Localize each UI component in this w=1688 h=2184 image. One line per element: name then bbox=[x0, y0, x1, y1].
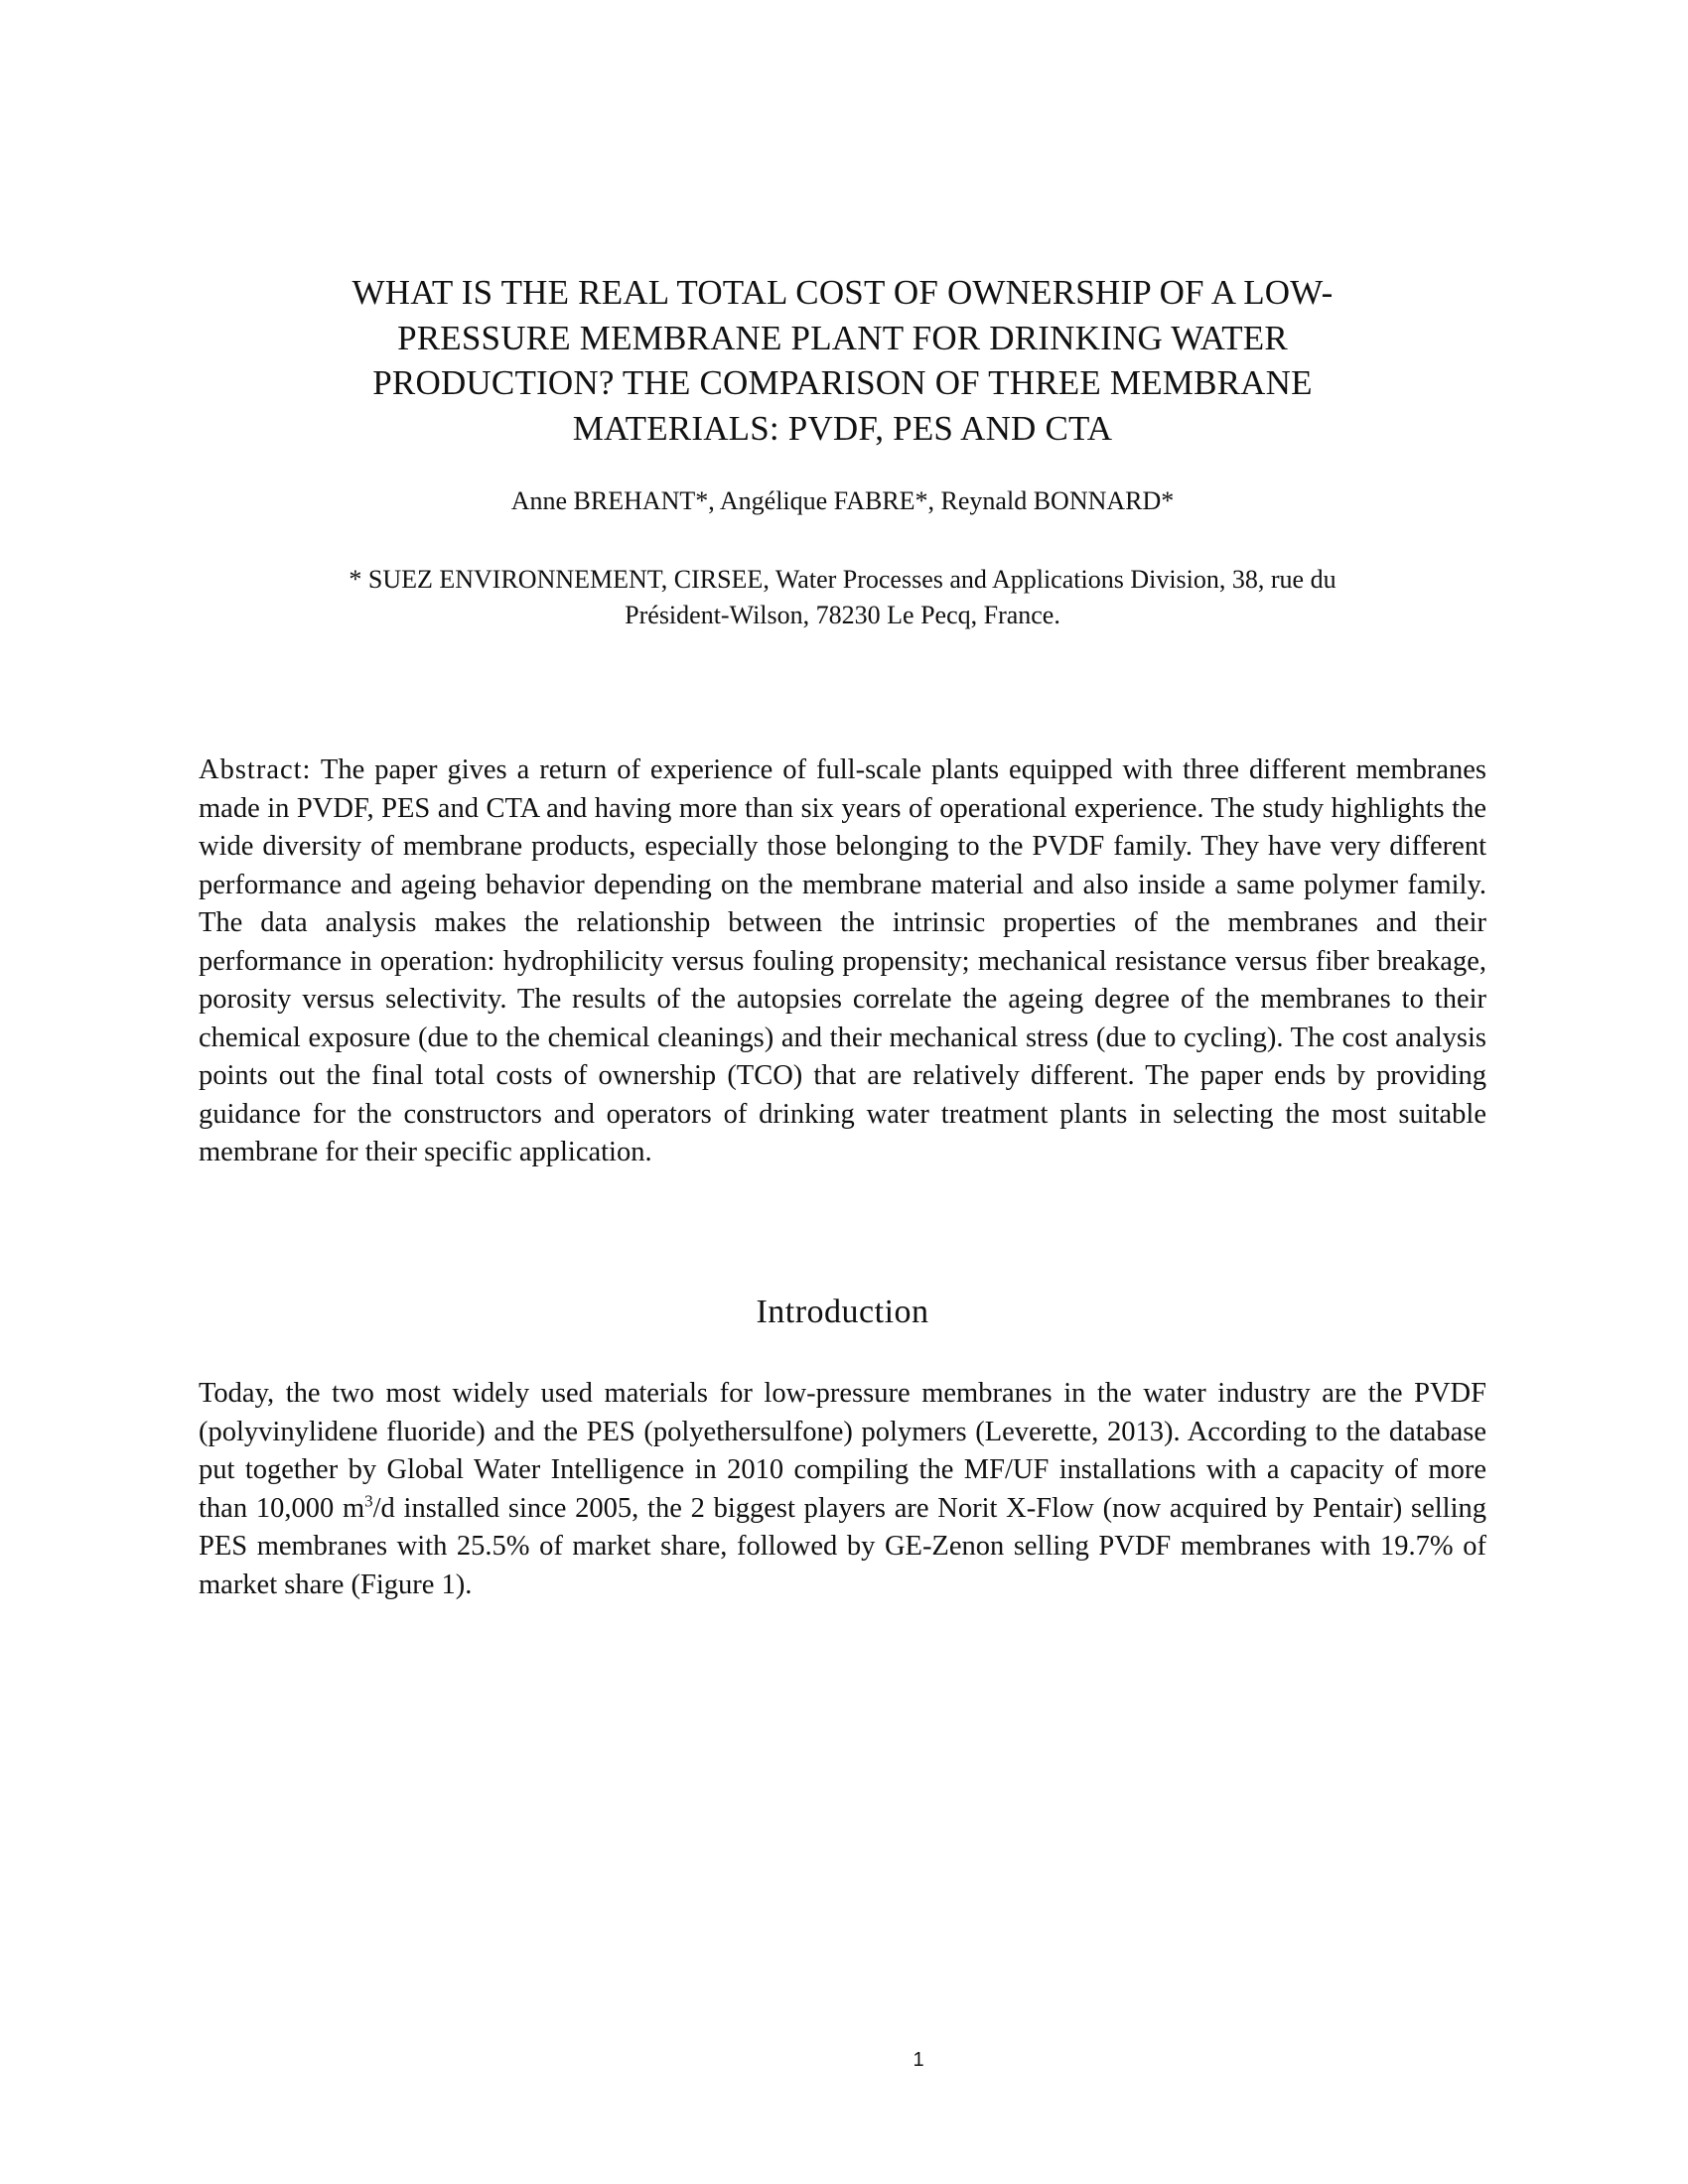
affiliation bbox=[199, 562, 1486, 633]
abstract-text: The paper gives a return of experience of full-scale plants equipped with three different membranes made in PVDF, PES and CTA and having more than six years of operational experience. The study highlights the wide diversity of membrane products, especially those belonging to the PVDF family. They have very different performance and ageing behavior depending on the membrane material and also inside a same polymer family. The data analysis makes the relationship between the intrinsic properties of the membranes and their performance in operation: hydrophilicity versus fouling propensity; mechanical resistance versus fiber breakage, porosity versus selectivity. The results of the autopsies correlate the ageing degree of the membranes to their chemical exposure (due to the chemical cleanings) and their mechanical stress (due to cycling). The cost analysis points out the final total costs of ownership (TCO) that are relatively different. The paper ends by providing guidance for the constructors and operators of drinking water treatment plants in selecting the most suitable membrane for their specific application. bbox=[199, 754, 1486, 1167]
page-number: 1 bbox=[913, 2049, 924, 2071]
title-line: PRESSURE MEMBRANE PLANT FOR DRINKING WATER bbox=[397, 318, 1288, 357]
abstract-label: Abstract: bbox=[199, 754, 312, 785]
abstract-paragraph bbox=[199, 751, 1486, 1172]
title-line: WHAT IS THE REAL TOTAL COST OF OWNERSHIP OF A LOW- bbox=[352, 273, 1334, 312]
title-line: PRODUCTION? THE COMPARISON OF THREE MEMBRANE bbox=[372, 363, 1313, 402]
intro-text-part2: /d installed since 2005, the 2 biggest players are Norit X-Flow (now acquired by Pentair) selling PES membranes with 25.5% of market share, followed by GE-Zenon selling PVDF membranes with 19.7% of market share (Figure 1). bbox=[199, 1492, 1486, 1600]
intro-text-part1: Today, the two most widely used materials for low-pressure membranes in the water industry are the PVDF (polyvinylidene fluoride) and the PES (polyethersulfone) polymers (Leverette, 2013). According to the database put together by Global Water Intelligence in 2010 compiling the MF/UF installations with a capacity of more than 10,000 m bbox=[199, 1378, 1486, 1524]
section-heading-introduction: Introduction bbox=[756, 1294, 929, 1330]
cubic-superscript: 3 bbox=[364, 1491, 373, 1510]
paper-title bbox=[199, 270, 1486, 451]
affiliation-line: * SUEZ ENVIRONNEMENT, CIRSEE, Water Processes and Applications Division, 38, rue du bbox=[349, 565, 1336, 594]
author-list: Anne BREHANT*, Angélique FABRE*, Reynald BONNARD* bbox=[510, 486, 1175, 515]
affiliation-line: Président-Wilson, 78230 Le Pecq, France. bbox=[625, 601, 1060, 629]
title-line: MATERIALS: PVDF, PES AND CTA bbox=[572, 408, 1113, 448]
introduction-paragraph bbox=[199, 1375, 1486, 1604]
